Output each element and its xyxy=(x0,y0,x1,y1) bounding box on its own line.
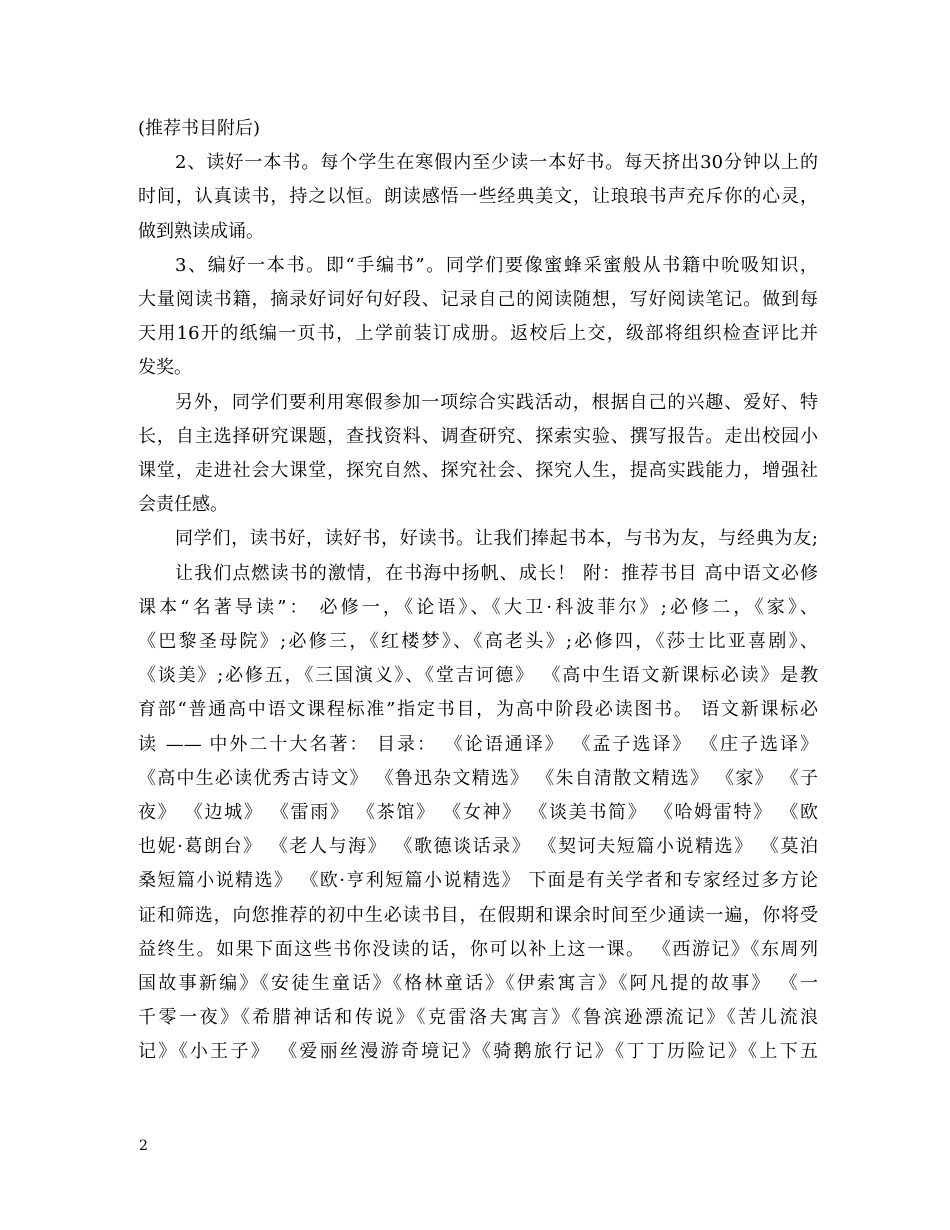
text-line: 课堂，走进社会大课堂，探究自然、探究社会、探究人生，提高实践能力，增强社 xyxy=(138,460,818,481)
text-line: 育部“普通高中语文课程标准”指定书目，为高中阶段必读图书。 语文新课标必 xyxy=(138,699,818,720)
text-line: 另外，同学们要利用寒假参加一项综合实践活动，根据自己的兴趣、爱好、特 xyxy=(175,392,818,413)
text-line: 同学们，读书好，读好书，好读书。让我们捧起书本，与书为友，与经典为友; xyxy=(175,528,818,549)
text-line: 时间，认真读书，持之以恒。朗读感悟一些经典美文，让琅琅书声充斥你的心灵， xyxy=(138,186,818,207)
text-line: (推荐书目附后) xyxy=(138,118,261,139)
text-line: 大量阅读书籍，摘录好词好句好段、记录自己的阅读随想，写好阅读笔记。做到每 xyxy=(138,289,818,310)
text-line: 做到熟读成诵。 xyxy=(138,221,264,242)
page-number: 2 xyxy=(139,1138,148,1154)
text-line: 《高中生必读优秀古诗文》 《鲁迅杂文精选》 《朱自清散文精选》 《家》 《子 xyxy=(138,768,818,789)
text-line: 长，自主选择研究课题，查找资料、调查研究、探索实验、撰写报告。走出校园小 xyxy=(138,426,818,447)
text-line: 桑短篇小说精选》 《欧·亨利短篇小说精选》 下面是有关学者和专家经过多方论 xyxy=(138,870,818,891)
text-line: 《巴黎圣母院》;必修三，《红楼梦》、《高老头》;必修四，《莎士比亚喜剧》、 xyxy=(138,631,818,652)
text-line: 让我们点燃读书的激情，在书海中扬帆、成长！ 附：推荐书目 高中语文必修 xyxy=(175,563,818,584)
text-line: 也妮·葛朗台》 《老人与海》 《歌德谈话录》 《契诃夫短篇小说精选》 《莫泊 xyxy=(138,836,818,857)
text-line: 证和筛选，向您推荐的初中生必读书目，在假期和课余时间至少通读一遍，你将受 xyxy=(138,905,818,926)
text-line: 3、编好一本书。即“手编书”。同学们要像蜜蜂采蜜般从书籍中吮吸知识， xyxy=(175,255,818,276)
text-line: 读 —— 中外二十大名著： 目录： 《论语通译》 《孟子选译》 《庄子选译》 xyxy=(138,734,818,755)
text-line: 天用16开的纸编一页书，上学前装订成册。返校后上交，级部将组织检查评比并 xyxy=(138,323,818,344)
text-line: 2、读好一本书。每个学生在寒假内至少读一本好书。每天挤出30分钟以上的 xyxy=(175,152,818,173)
text-line: 会责任感。 xyxy=(138,494,228,515)
text-line: 国故事新编》《安徒生童话》《格林童话》《伊索寓言》《阿凡提的故事》 《一 xyxy=(138,973,818,994)
text-line: 记》《小王子》 《爱丽丝漫游奇境记》《骑鹅旅行记》《丁丁历险记》《上下五 xyxy=(138,1041,818,1062)
text-line: 益终生。如果下面这些书你没读的话，你可以补上这一课。 《西游记》《东周列 xyxy=(138,939,818,960)
text-line: 课本“名著导读”： 必修一，《论语》、《大卫·科波菲尔》;必修二，《家》、 xyxy=(138,597,818,618)
text-line: 夜》 《边城》 《雷雨》 《茶馆》 《女神》 《谈美书简》 《哈姆雷特》 《欧 xyxy=(138,802,818,823)
text-line: 《谈美》;必修五，《三国演义》、《堂吉诃德》 《高中生语文新课标必读》是教 xyxy=(138,665,818,686)
text-line: 千零一夜》《希腊神话和传说》《克雷洛夫寓言》《鲁滨逊漂流记》《苦儿流浪 xyxy=(138,1007,818,1028)
text-line: 发奖。 xyxy=(138,357,192,378)
